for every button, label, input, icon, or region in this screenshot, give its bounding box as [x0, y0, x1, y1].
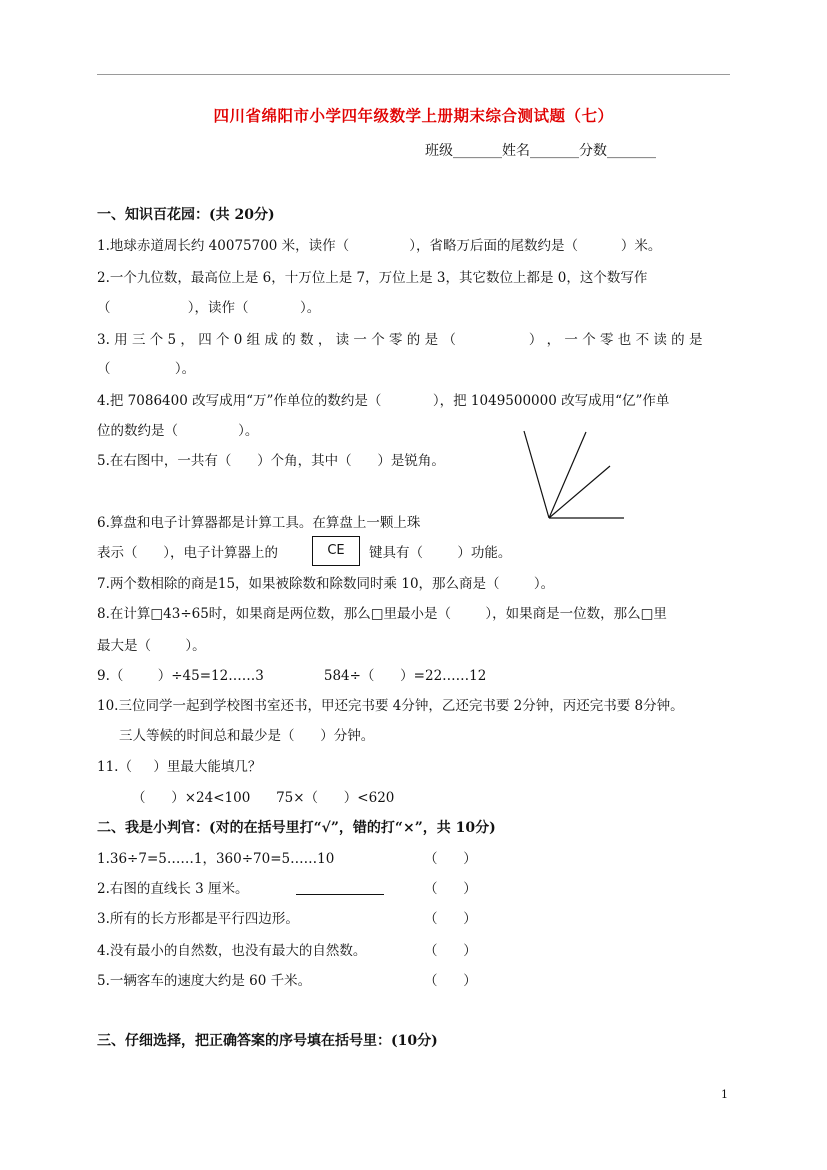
question-3-line1: 3. 用 三 个 5 ， 四 个 0 组 成 的 数 ， 读 一 个 零 的 是 （ ） ， 一 个 零 也 不 读 的 是 — [97, 332, 703, 348]
angle-ray-3 — [549, 466, 610, 518]
judge-bracket-4: （ ） — [424, 943, 477, 959]
question-6-line1: 6.算盘和电子计算器都是计算工具。在算盘上一颗上珠 — [97, 515, 421, 531]
question-8-line2: 最大是（ ）。 — [97, 638, 206, 654]
question-7: 7.两个数相除的商是15，如果被除数和除数同时乘 10，那么商是（ ）。 — [97, 576, 555, 592]
judge-item-3: 3.所有的长方形都是平行四边形。 — [97, 911, 299, 927]
question-6-line2: 表示（ ），电子计算器上的 — [97, 545, 278, 561]
question-6-line2-end: 键具有（ ）功能。 — [369, 545, 512, 561]
section1-heading: 一、知识百花园：(共 20分) — [97, 207, 275, 223]
student-info-line: 班级_______姓名_______分数_______ — [425, 143, 656, 159]
question-10-line2: 三人等候的时间总和最少是（ ）分钟。 — [119, 728, 375, 744]
section2-heading: 二、我是小判官：(对的在括号里打“√”，错的打“×”，共 10分) — [97, 820, 496, 836]
question-4-line1: 4.把 7086400 改写成用“万”作单位的数约是（ ），把 1049500000 改写成用“亿”作单 — [97, 393, 670, 409]
question-4-line2: 位的数约是（ ）。 — [97, 423, 259, 439]
question-8-line1: 8.在计算□43÷65时，如果商是两位数，那么□里最小是（ ），如果商是一位数，那么□里 — [97, 606, 667, 622]
section3-heading: 三、仔细选择，把正确答案的序号填在括号里：(10分) — [97, 1033, 438, 1049]
question-3-line2: （ ）。 — [97, 361, 196, 377]
angle-ray-1 — [524, 431, 549, 518]
angle-figure — [520, 425, 630, 525]
question-5: 5.在右图中，一共有（ ）个角，其中（ ）是锐角。 — [97, 453, 445, 469]
judge-bracket-1: （ ） — [424, 851, 477, 867]
judge-item-2: 2.右图的直线长 3 厘米。 — [97, 881, 249, 897]
question-2-line2: （ ），读作（ ）。 — [97, 300, 321, 316]
judge-bracket-2: （ ） — [424, 881, 477, 897]
question-1: 1.地球赤道周长约 40075700 米，读作（ ），省略万后面的尾数约是（ ）米。 — [97, 238, 662, 254]
judge-item-4: 4.没有最小的自然数，也没有最大的自然数。 — [97, 943, 367, 959]
question-11: 11.（ ）里最大能填几？ — [97, 759, 262, 775]
judge-item-5: 5.一辆客车的速度大约是 60 千米。 — [97, 973, 312, 989]
page-title: 四川省绵阳市小学四年级数学上册期末综合测试题（七） — [213, 106, 614, 125]
page-number: 1 — [721, 1088, 728, 1101]
question-10-line1: 10.三位同学一起到学校图书室还书，甲还完书要 4分钟，乙还完书要 2分钟，丙还完书要 8分钟。 — [97, 698, 684, 714]
header-rule — [97, 74, 730, 75]
line-segment-figure — [296, 894, 384, 895]
question-2-line1: 2.一个九位数，最高位上是 6，十万位上是 7，万位上是 3，其它数位上都是 0，这个数写作 — [97, 270, 648, 286]
question-9: 9.（ ）÷45=12……3 584÷（ ）=22……12 — [97, 668, 487, 684]
judge-bracket-3: （ ） — [424, 911, 477, 927]
question-11-line2: （ ）×24<100 75×（ ）<620 — [132, 790, 395, 806]
ce-key-box: CE — [312, 536, 360, 566]
angle-ray-2 — [549, 432, 586, 518]
judge-bracket-5: （ ） — [424, 973, 477, 989]
judge-item-1: 1.36÷7=5……1，360÷70=5……10 — [97, 851, 335, 867]
